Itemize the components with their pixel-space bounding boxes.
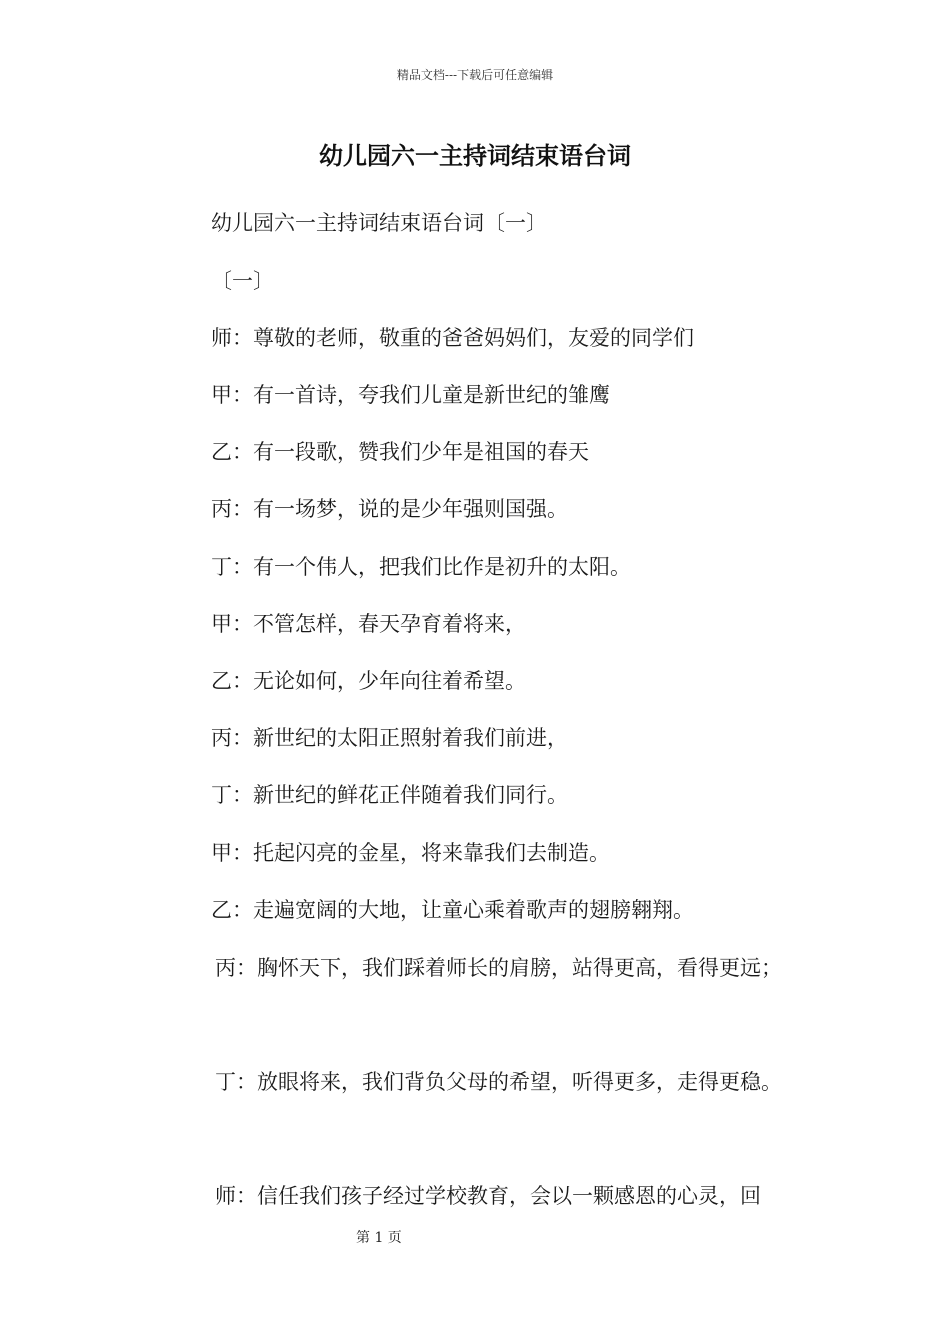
dialogue-line: 乙：有一段歌，赞我们少年是祖国的春天 bbox=[211, 440, 589, 464]
dialogue-line: 丙：有一场梦，说的是少年强则国强。 bbox=[211, 497, 568, 521]
dialogue-line: 师：尊敬的老师，敬重的爸爸妈妈们，友爱的同学们 bbox=[211, 326, 694, 350]
dialogue-line: 师：信任我们孩子经过学校教育，会以一颗感恩的心灵，回 bbox=[215, 1184, 761, 1208]
document-title: 幼儿园六一主持词结束语台词 bbox=[319, 141, 631, 170]
header-note: 精品文档---下载后可任意编辑 bbox=[396, 68, 554, 82]
dialogue-line: 乙：走遍宽阔的大地，让童心乘着歌声的翅膀翱翔。 bbox=[211, 898, 694, 922]
dialogue-line: 丙：胸怀天下，我们踩着师长的肩膀，站得更高，看得更远； bbox=[215, 956, 782, 980]
dialogue-line: 甲：托起闪亮的金星，将来靠我们去制造。 bbox=[211, 841, 610, 865]
dialogue-line: 丁：放眼将来，我们背负父母的希望，听得更多，走得更稳。 bbox=[215, 1070, 782, 1094]
sub-heading: 〔一〕 bbox=[211, 269, 274, 293]
dialogue-line: 丁：新世纪的鲜花正伴随着我们同行。 bbox=[211, 783, 568, 807]
dialogue-line: 甲：不管怎样，春天孕育着将来， bbox=[211, 612, 526, 636]
dialogue-line: 丁：有一个伟人，把我们比作是初升的太阳。 bbox=[211, 555, 631, 579]
section-heading: 幼儿园六一主持词结束语台词〔一〕 bbox=[211, 211, 547, 235]
dialogue-line: 丙：新世纪的太阳正照射着我们前进， bbox=[211, 726, 568, 750]
page-number: 第 1 页 bbox=[356, 1230, 402, 1246]
dialogue-line: 乙：无论如何，少年向往着希望。 bbox=[211, 669, 526, 693]
dialogue-line: 甲：有一首诗，夸我们儿童是新世纪的雏鹰 bbox=[211, 383, 610, 407]
